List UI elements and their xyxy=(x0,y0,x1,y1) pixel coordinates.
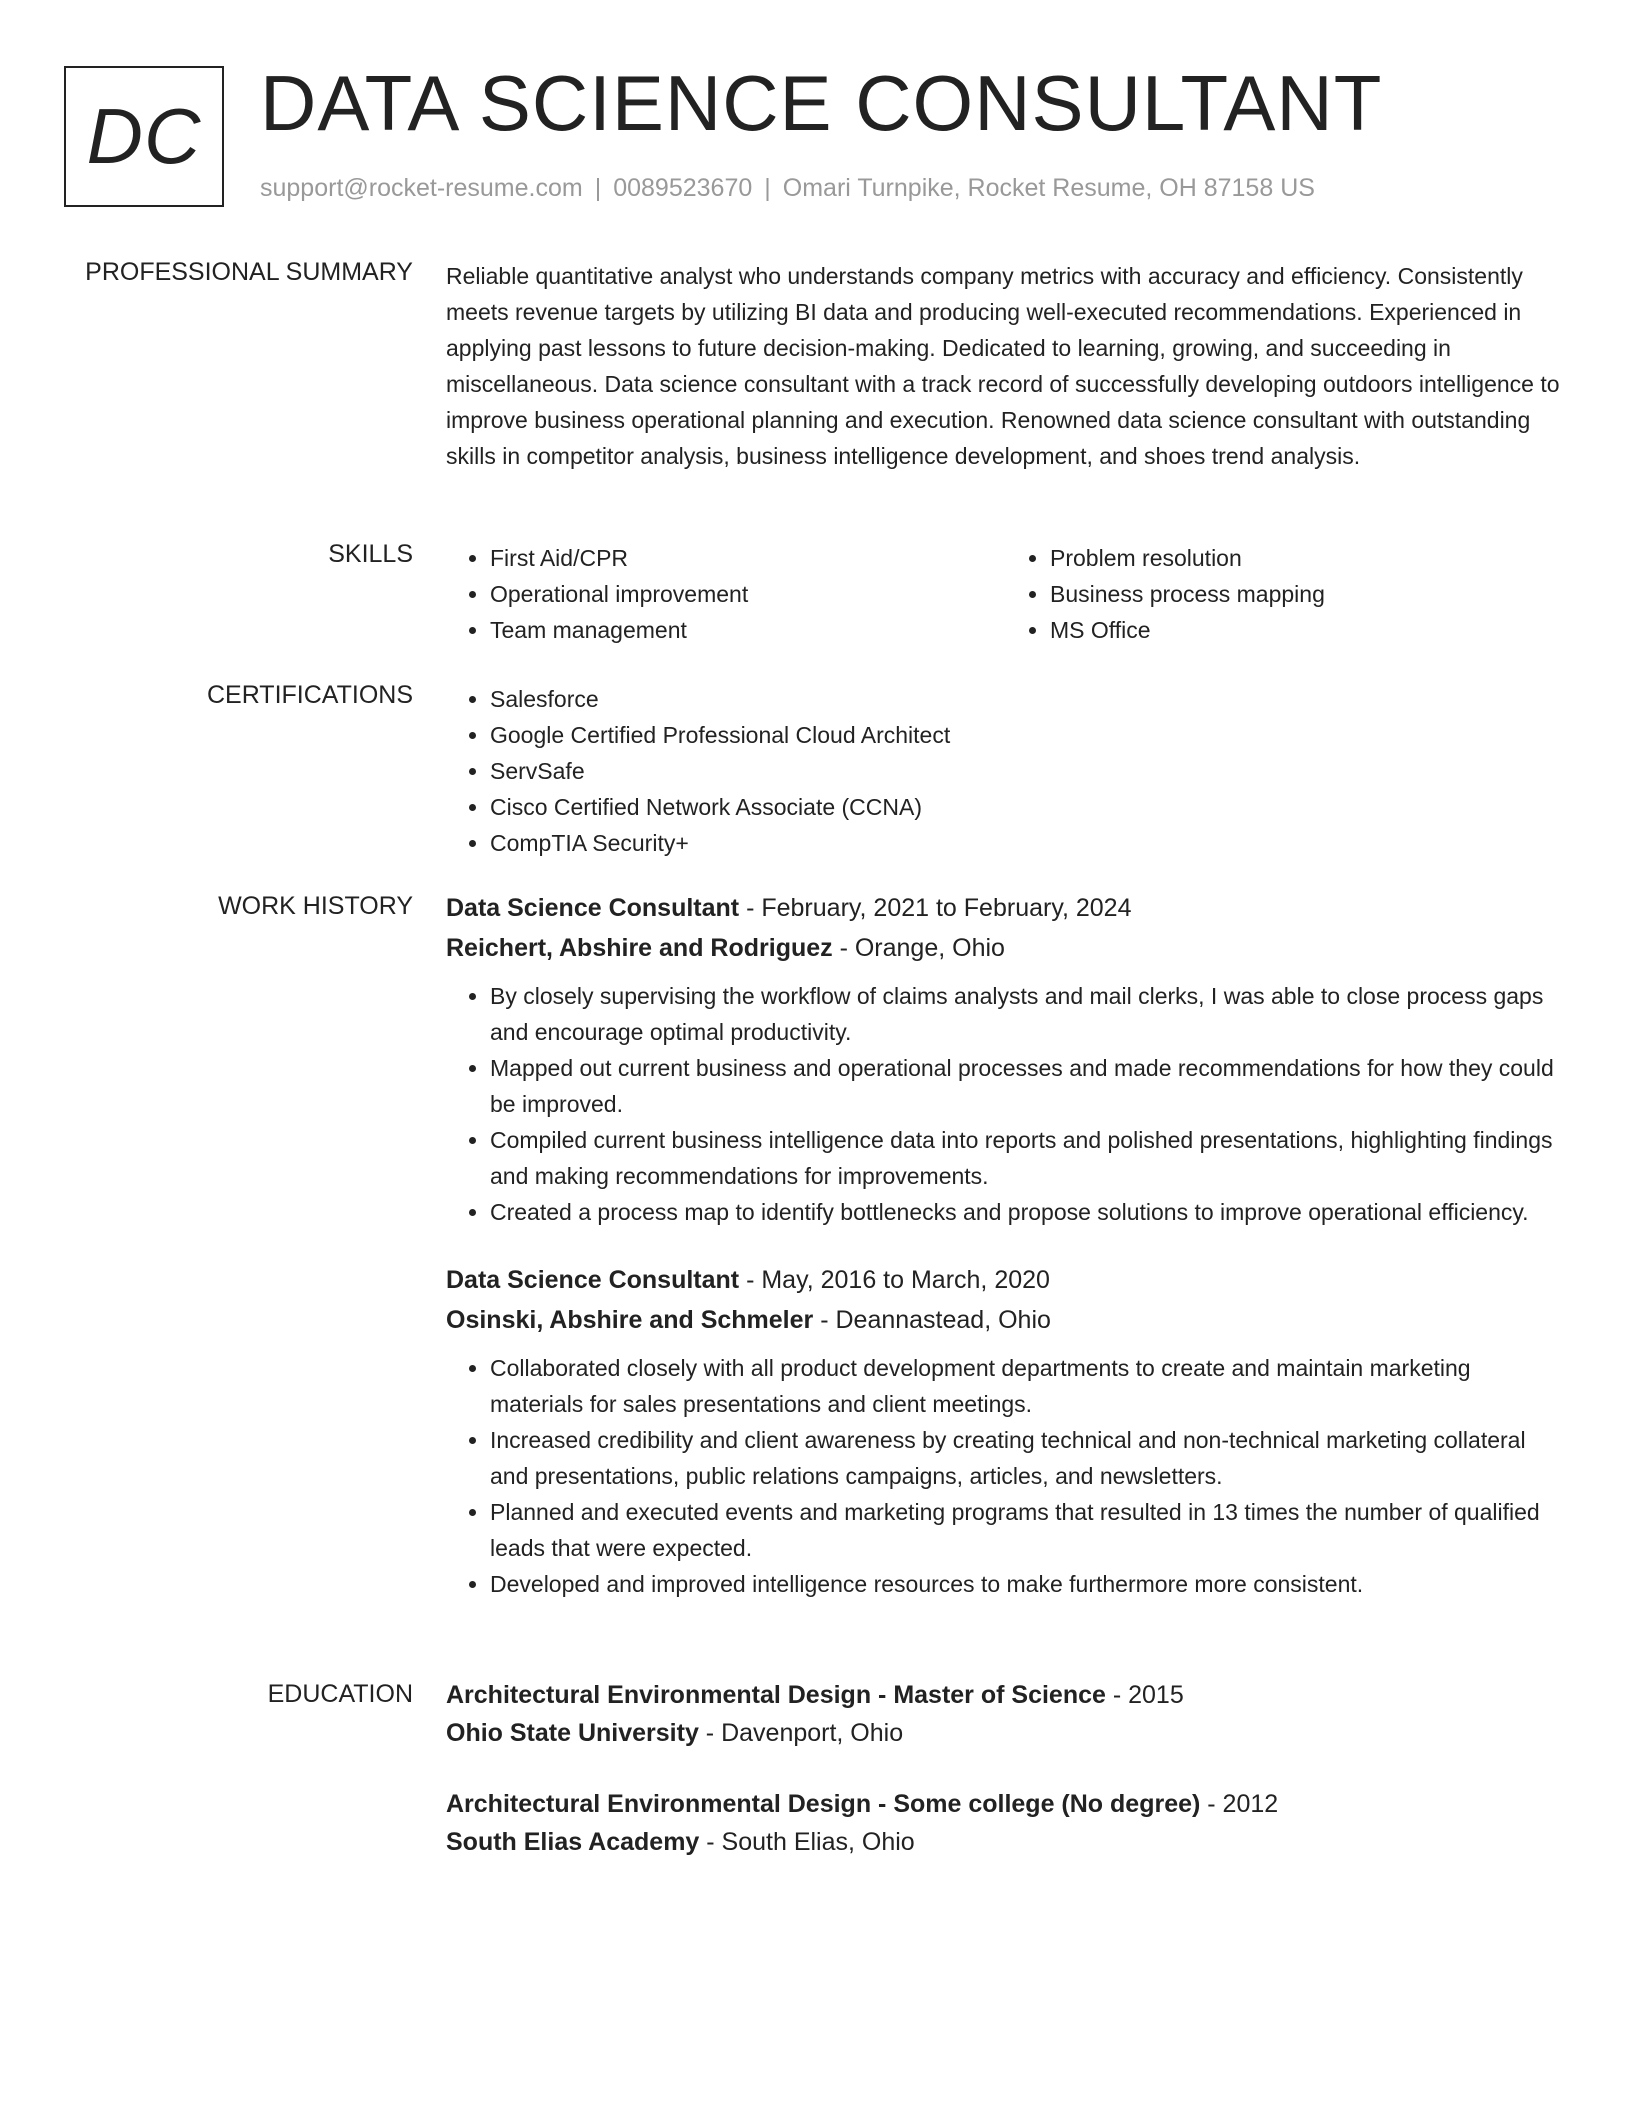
degree-name: Architectural Environmental Design - Master of Science xyxy=(446,1681,1106,1709)
employer-name: Osinski, Abshire and Schmeler xyxy=(446,1306,814,1334)
section-heading: SKILLS xyxy=(328,540,413,568)
education-entry xyxy=(446,1676,1566,1752)
certifications-list xyxy=(446,681,1566,861)
job-title-line xyxy=(446,888,1566,928)
phone-number: 0089523670 xyxy=(613,174,753,202)
monogram-logo: DC xyxy=(64,66,224,207)
school-line xyxy=(446,1714,1566,1752)
degree-line xyxy=(446,1785,1566,1823)
section-heading: EDUCATION xyxy=(267,1680,413,1708)
list-item: • Developed and improved intelligence resources to make furthermore more consistent. xyxy=(490,1566,1566,1602)
list-item: • Increased credibility and client awareness by creating technical and non-technical marketing collateral and presentations, public relations campaigns, articles, and newsletters. xyxy=(490,1422,1566,1494)
list-item: • Problem resolution xyxy=(1050,540,1566,576)
skills-list-right xyxy=(1006,540,1566,648)
list-item: • Mapped out current business and operational processes and made recommendations for how they could be improved. xyxy=(490,1050,1566,1122)
job-title: Data Science Consultant xyxy=(446,1266,740,1294)
address: Omari Turnpike, Rocket Resume, OH 87158 US xyxy=(782,174,1315,202)
degree-name: Architectural Environmental Design - Some college (No degree) xyxy=(446,1790,1201,1818)
job-dates: - May, 2016 to March, 2020 xyxy=(739,1266,1050,1294)
summary-text: Reliable quantitative analyst who understands company metrics with accuracy and efficiency. Consistently meets revenue targets by utilizing BI data and producing well-executed recommendations. Experienced in applying past lessons to future decision-making. Dedicated to learning, growing, and succeeding in miscellaneous. Data science consultant with a track record of successfully developing outdoors intelligence to improve business operational planning and execution. Renowned data science consultant with outstanding skills in competitor analysis, business intelligence development, and shoes trend analysis. xyxy=(446,263,1560,469)
employer-line xyxy=(446,1300,1566,1340)
separator: | xyxy=(594,174,602,202)
employer-name: Reichert, Abshire and Rodriguez xyxy=(446,934,833,962)
list-item: • Planned and executed events and marketing programs that resulted in 13 times the number of qualified leads that were expected. xyxy=(490,1494,1566,1566)
employer-location: - Deannastead, Ohio xyxy=(813,1306,1051,1334)
list-item: • First Aid/CPR xyxy=(490,540,1006,576)
list-item: • Compiled current business intelligence data into reports and polished presentations, highlighting findings and making recommendations for improvements. xyxy=(490,1122,1566,1194)
employer-line xyxy=(446,928,1566,968)
list-item: • CompTIA Security+ xyxy=(490,825,1566,861)
job-dates: - February, 2021 to February, 2024 xyxy=(739,894,1132,922)
degree-year: - 2012 xyxy=(1200,1790,1279,1818)
job-title-line xyxy=(446,1260,1566,1300)
job-title: Data Science Consultant xyxy=(446,894,740,922)
list-item: • Salesforce xyxy=(490,681,1566,717)
education-entry xyxy=(446,1785,1566,1861)
duties-list xyxy=(446,978,1566,1230)
school-name: South Elias Academy xyxy=(446,1828,700,1856)
email-link[interactable]: support@rocket-resume.com xyxy=(260,174,583,202)
school-location: - South Elias, Ohio xyxy=(699,1828,915,1856)
school-location: - Davenport, Ohio xyxy=(698,1719,904,1747)
list-item: • ServSafe xyxy=(490,753,1566,789)
list-item: • Business process mapping xyxy=(1050,576,1566,612)
job-entry xyxy=(446,1260,1566,1602)
duties-list xyxy=(446,1350,1566,1602)
list-item: • Collaborated closely with all product development departments to create and maintain marketing materials for sales presentations and client meetings. xyxy=(490,1350,1566,1422)
list-item: • Cisco Certified Network Associate (CCNA) xyxy=(490,789,1566,825)
section-heading: PROFESSIONAL SUMMARY xyxy=(85,258,413,286)
separator: | xyxy=(764,174,771,202)
degree-line xyxy=(446,1676,1566,1714)
list-item: • Created a process map to identify bottlenecks and propose solutions to improve operational efficiency. xyxy=(490,1194,1566,1230)
employer-location: - Orange, Ohio xyxy=(832,934,1005,962)
degree-year: - 2015 xyxy=(1105,1681,1184,1709)
section-heading: WORK HISTORY xyxy=(218,892,413,920)
list-item: • Team management xyxy=(490,612,1006,648)
list-item: • Operational improvement xyxy=(490,576,1006,612)
section-heading: CERTIFICATIONS xyxy=(206,681,413,709)
job-entry xyxy=(446,888,1566,1230)
school-line xyxy=(446,1823,1566,1861)
skills-list-left xyxy=(446,540,1006,648)
school-name: Ohio State University xyxy=(446,1719,699,1747)
list-item: • MS Office xyxy=(1050,612,1566,648)
contact-line xyxy=(260,174,1315,203)
list-item: • By closely supervising the workflow of claims analysts and mail clerks, I was able to close process gaps and encourage optimal productivity. xyxy=(490,978,1566,1050)
page-title: DATA SCIENCE CONSULTANT xyxy=(260,59,1383,147)
list-item: • Google Certified Professional Cloud Architect xyxy=(490,717,1566,753)
